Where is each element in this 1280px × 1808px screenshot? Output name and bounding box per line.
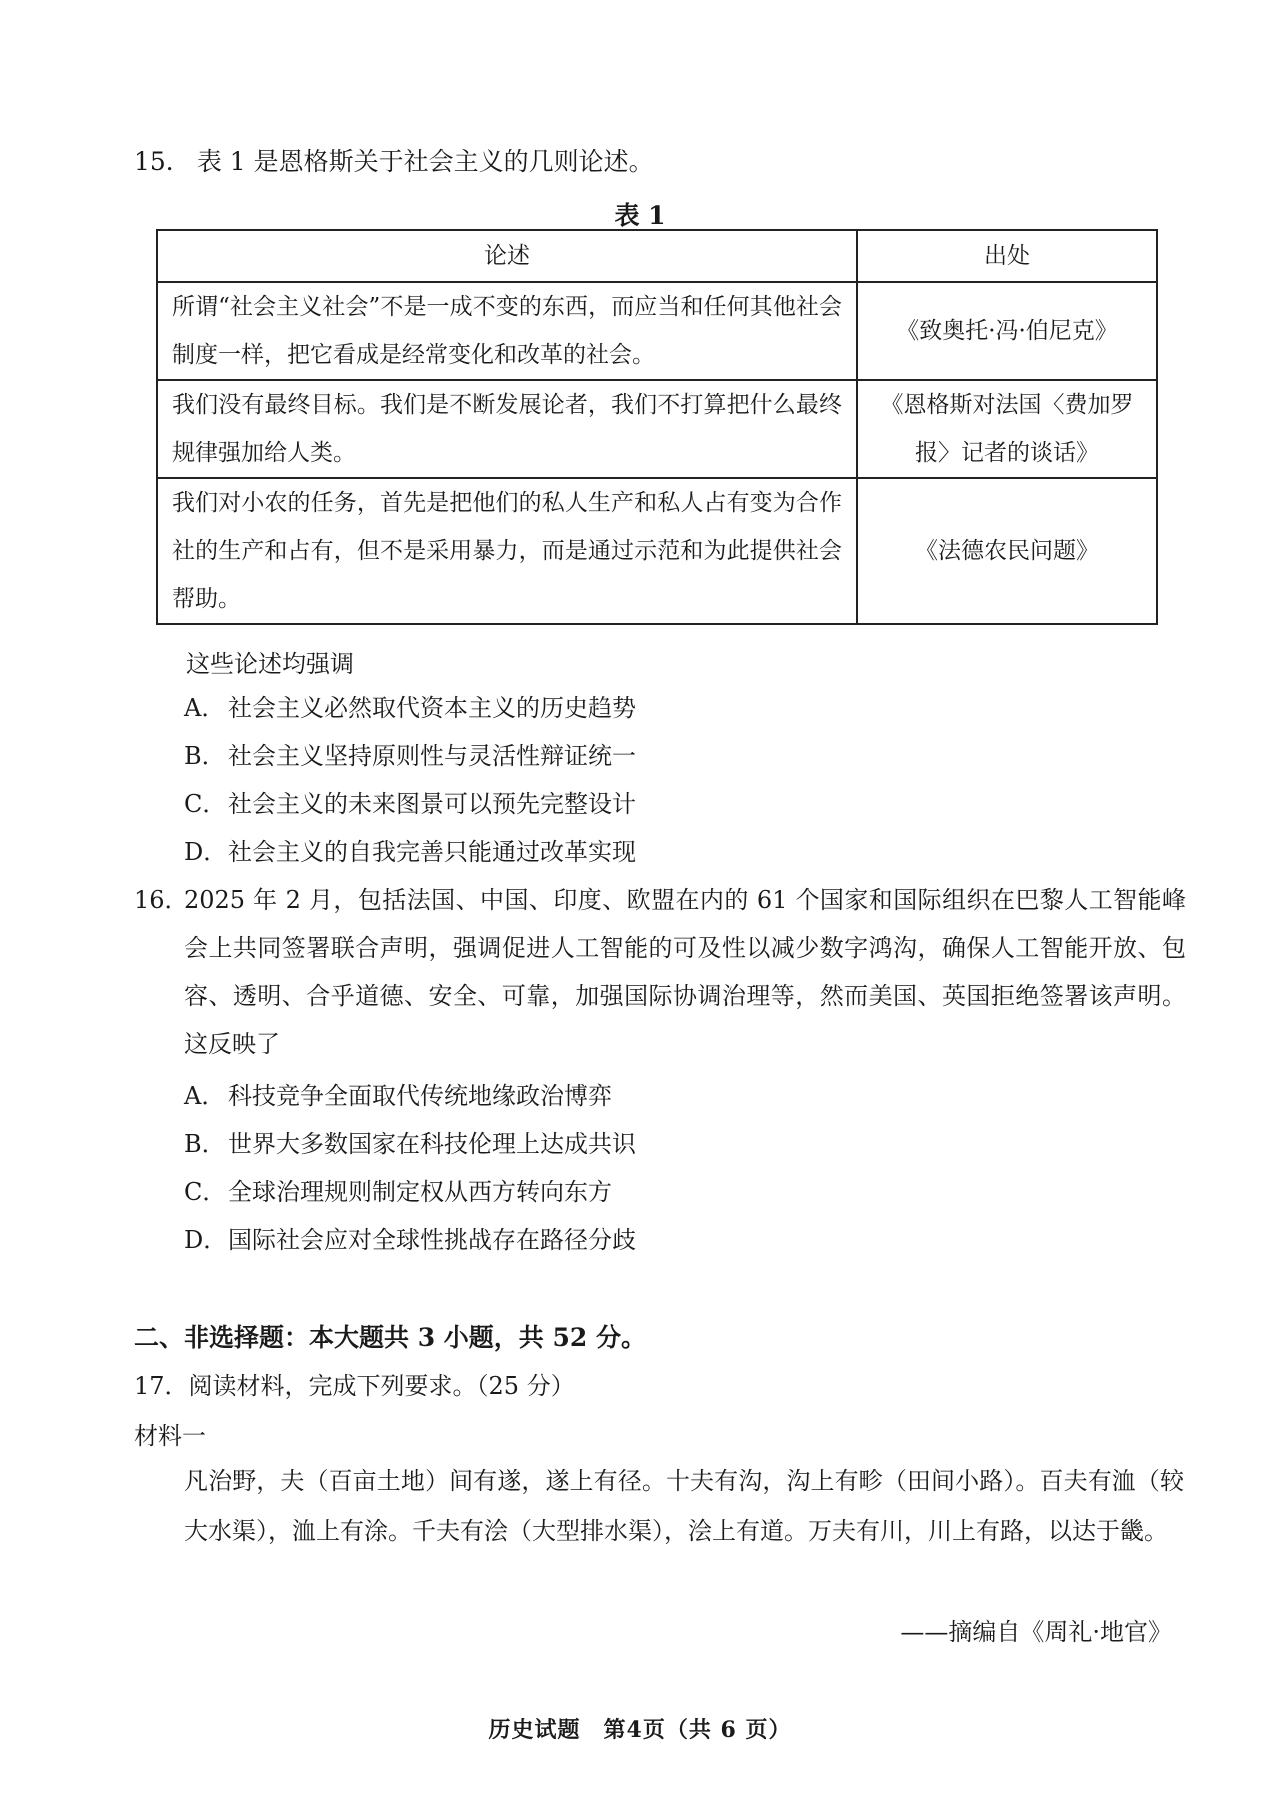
option-text: 社会主义的自我完善只能通过改革实现 xyxy=(228,838,636,866)
q16-option-d[interactable] xyxy=(184,1216,636,1264)
row-2-statement: 我们没有最终目标。我们是不断发展论者，我们不打算把什么最终规律强加给人类。 xyxy=(157,380,857,478)
q16-option-b[interactable] xyxy=(184,1120,636,1168)
q16-option-c[interactable] xyxy=(184,1168,636,1216)
q15-stem-text: 表 1 是恩格斯关于社会主义的几则论述。 xyxy=(196,147,654,176)
row-2-source: 《恩格斯对法国〈费加罗报〉记者的谈话》 xyxy=(857,380,1157,478)
q15-option-a[interactable] xyxy=(184,684,636,732)
option-label: A． xyxy=(184,1082,226,1110)
q16-stem-text: 2025 年 2 月，包括法国、中国、印度、欧盟在内的 61 个国家和国际组织在巴黎人工智能峰会上共同签署联合声明，强调促进人工智能的可及性以减少数字鸿沟，确保人工智能开放、包容、透明、合乎道德、安全、可靠，加强国际协调治理等，然而美国、英国拒绝签署该声明。这反映了 xyxy=(184,886,1186,1058)
q16-options xyxy=(184,1072,636,1264)
option-text: 国际社会应对全球性挑战存在路径分歧 xyxy=(228,1226,636,1254)
option-label: B． xyxy=(184,1130,226,1158)
section-2-title: 二、非选择题：本大题共 3 小题，共 52 分。 xyxy=(134,1323,647,1352)
q16-number: 16． xyxy=(134,886,189,914)
option-text: 全球治理规则制定权从西方转向东方 xyxy=(228,1178,612,1206)
material-paragraph xyxy=(134,1456,1184,1556)
option-label: D． xyxy=(184,1226,228,1254)
option-text: 社会主义必然取代资本主义的历史趋势 xyxy=(228,694,636,722)
row-1-source: 《致奥托·冯·伯尼克》 xyxy=(857,282,1157,380)
option-text: 社会主义的未来图景可以预先完整设计 xyxy=(228,790,636,818)
q15-option-c[interactable] xyxy=(184,780,636,828)
q16-option-a[interactable] xyxy=(184,1072,636,1120)
table-caption: 表 1 xyxy=(614,201,666,230)
row-3-source: 《法德农民问题》 xyxy=(857,478,1157,624)
row-1-statement: 所谓“社会主义社会”不是一成不变的东西，而应当和任何其他社会制度一样，把它看成是经常变化和改革的社会。 xyxy=(157,282,857,380)
row-3-statement: 我们对小农的任务，首先是把他们的私人生产和私人占有变为合作社的生产和占有，但不是采用暴力，而是通过示范和为此提供社会帮助。 xyxy=(157,478,857,624)
option-label: D． xyxy=(184,838,228,866)
q17-stem: 17．阅读材料，完成下列要求。（25 分） xyxy=(134,1372,575,1400)
material-text: 凡治野，夫（百亩土地）间有遂，遂上有径。十夫有沟，沟上有畛（田间小路）。百夫有洫（较大水渠），洫上有涂。千夫有浍（大型排水渠），浍上有道。万夫有川，川上有路，以达于畿。 xyxy=(184,1467,1184,1545)
option-label: C． xyxy=(184,1178,227,1206)
option-label: A． xyxy=(184,694,226,722)
option-label: C． xyxy=(184,790,227,818)
option-text: 科技竞争全面取代传统地缘政治博弈 xyxy=(228,1082,612,1110)
q15-option-b[interactable] xyxy=(184,732,636,780)
table-row xyxy=(157,380,1157,478)
page-footer: 历史试题 第4页（共 6 页） xyxy=(488,1717,792,1743)
option-label: B． xyxy=(184,742,226,770)
q15-stem xyxy=(134,146,1184,178)
quote-table xyxy=(156,229,1158,625)
q15-lead: 这些论述均强调 xyxy=(186,650,354,678)
header-source: 出处 xyxy=(857,230,1157,282)
material-citation: ——摘编自《周礼·地官》 xyxy=(900,1618,1172,1646)
header-statement: 论述 xyxy=(157,230,857,282)
q15-option-d[interactable] xyxy=(184,828,636,876)
q15-number: 15． xyxy=(134,147,191,176)
option-text: 社会主义坚持原则性与灵活性辩证统一 xyxy=(228,742,636,770)
table-header-row xyxy=(157,230,1157,282)
q15-options xyxy=(184,684,636,876)
material-label: 材料一 xyxy=(134,1422,206,1450)
option-text: 世界大多数国家在科技伦理上达成共识 xyxy=(228,1130,636,1158)
q16-stem xyxy=(134,876,1186,1068)
table-row xyxy=(157,282,1157,380)
table-row xyxy=(157,478,1157,624)
